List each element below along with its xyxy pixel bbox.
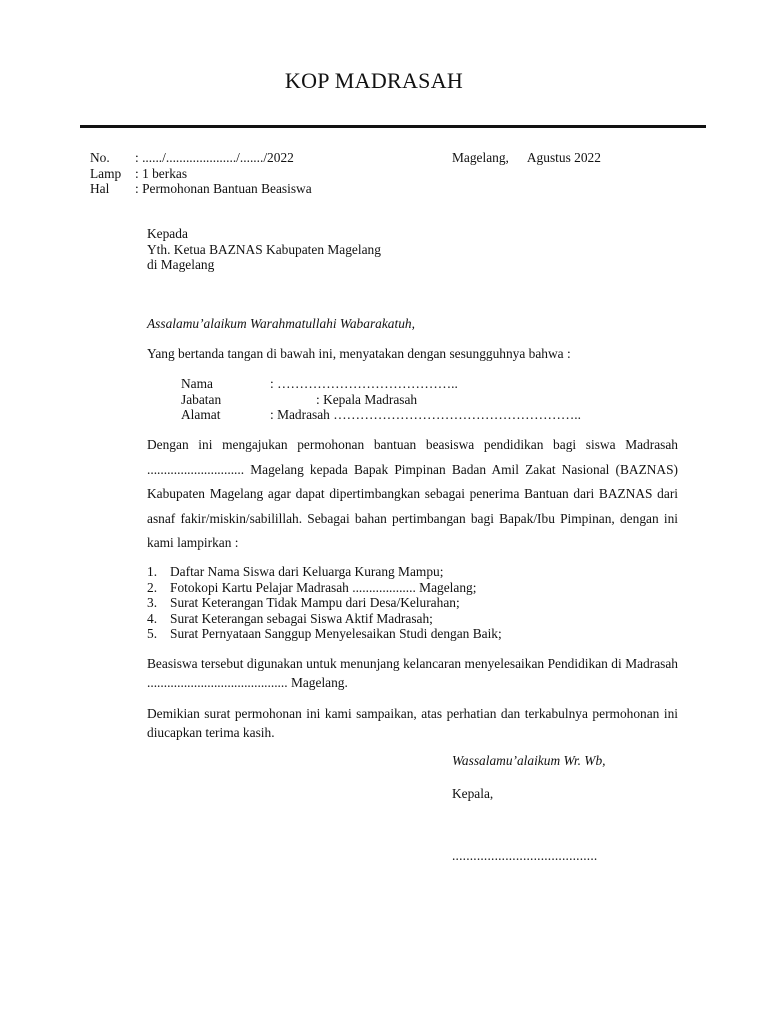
letterhead-title: KOP MADRASAH [284, 68, 464, 93]
identity-label: Jabatan [181, 391, 222, 407]
opening-greeting: Assalamu’alaikum Warahmatullahi Wabarakatuh, [147, 316, 415, 331]
letter-place: Magelang, [452, 150, 509, 165]
signatory-position: Kepala, [452, 786, 494, 801]
intro-sentence: Yang bertanda tangan di bawah ini, menyatakan dengan sesungguhnya bahwa : [147, 346, 571, 361]
identity-value: : ………………………………….. [270, 376, 458, 391]
identity-label: Alamat [181, 407, 221, 422]
list-number: 5. [147, 626, 158, 641]
list-text: Surat Pernyataan Sanggup Menyelesaikan Studi dengan Baik; [170, 626, 502, 641]
identity-value: : Kepala Madrasah [316, 391, 418, 407]
list-text: Fotokopi Kartu Pelajar Madrasah ................... Magelang; [170, 579, 477, 595]
header-row-subject [90, 181, 690, 197]
list-number: 4. [147, 610, 158, 626]
recipient-line: Kepada [147, 226, 188, 241]
list-text: Surat Keterangan sebagai Siswa Aktif Madrasah; [170, 610, 433, 626]
list-text: Surat Keterangan Tidak Mampu dari Desa/Kelurahan; [170, 595, 460, 610]
header-value: : Permohonan Bantuan Beasiswa [135, 181, 312, 196]
header-label: Lamp [90, 165, 122, 181]
recipient-block [147, 226, 381, 273]
recipient-line: di Magelang [147, 257, 215, 272]
header-value: : ....../...................../......./2022 [135, 150, 294, 165]
place-and-date [452, 150, 601, 166]
identity-fields [181, 376, 681, 423]
request-paragraph: Dengan ini mengajukan permohonan bantuan beasiswa pendidikan bagi siswa Madrasah ............................. Magelang kepada Bapak Pimpinan Badan Amil Zakat Nasional (BAZNAS) Kabupaten Magelang agar dapat dipertimbangkan sebagai penerima Bantuan dari BAZNAS dari asnaf fakir/miskin/sabilillah. Sebagai bahan pertimbangan bagi Bapak/Ibu Pimpinan, dengan ini kami lampirkan : [147, 437, 678, 550]
header-label: Hal [90, 181, 110, 196]
identity-value: : Madrasah ……………………………………………….. [270, 407, 581, 422]
header-row-attachment [90, 166, 690, 182]
identity-row-name [181, 376, 681, 392]
header-value: : 1 berkas [135, 165, 188, 181]
closing-paragraph: Demikian surat permohonan ini kami sampaikan, atas perhatian dan terkabulnya permohonan ini diucapkan terima kasih. [147, 706, 678, 740]
header-label: No. [90, 150, 110, 165]
identity-row-position [181, 392, 681, 408]
list-number: 1. [147, 564, 158, 579]
closing-greeting: Wassalamu’alaikum Wr. Wb, [452, 753, 606, 768]
signature-line: ......................................... [452, 848, 598, 863]
identity-row-address [181, 407, 681, 423]
letterhead-divider [80, 125, 706, 128]
purpose-paragraph: Beasiswa tersebut digunakan untuk menunjang kelancaran menyelesaikan Pendidikan di Madrasah .......................................... Magelang. [147, 656, 678, 690]
list-number: 3. [147, 595, 158, 610]
letter-date: Agustus 2022 [526, 150, 601, 165]
identity-label: Nama [181, 376, 213, 391]
list-text: Daftar Nama Siswa dari Keluarga Kurang Mampu; [170, 564, 444, 579]
recipient-line: Yth. Ketua BAZNAS Kabupaten Magelang [147, 241, 381, 257]
list-number: 2. [147, 579, 158, 595]
